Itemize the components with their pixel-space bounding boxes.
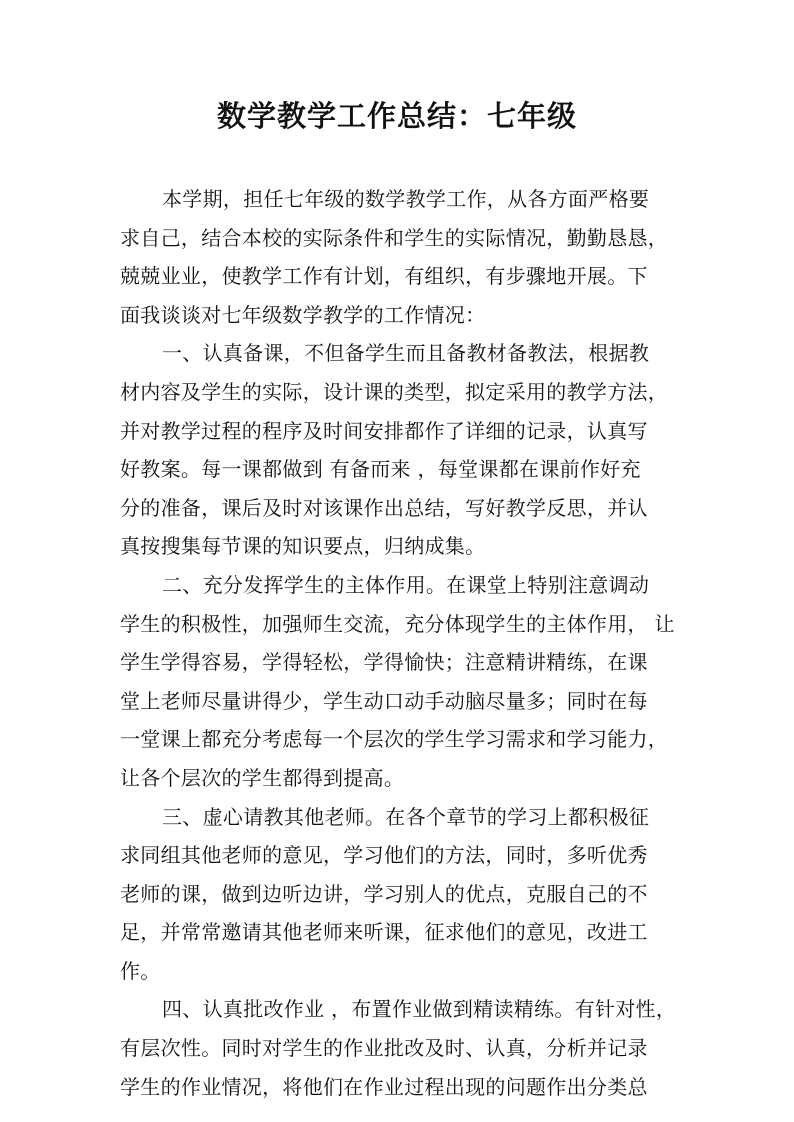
text-line: 四、认真批改作业 ，布置作业做到精读精练。有针对性， [162, 997, 677, 1022]
text-line: 学生学得容易，学得轻松，学得愉快；注意精讲精练，在课 [120, 650, 648, 675]
text-line: 好教案。每一课都做到 有备而来 ，每堂课都在课前作好充 [120, 457, 641, 482]
text-line: 三、虚心请教其他老师。在各个章节的学习上都积极征 [162, 804, 650, 829]
text-line: 求同组其他老师的意见，学习他们的方法，同时，多听优秀 [120, 843, 648, 868]
text-line: 学生的作业情况，将他们在作业过程出现的问题作出分类总 [120, 1074, 648, 1099]
text-line: 求自己，结合本校的实际条件和学生的实际情况，勤勤恳恳， [120, 225, 669, 250]
text-line: 本学期，担任七年级的数学教学工作，从各方面严格要 [162, 187, 650, 211]
document-title: 数学教学工作总结：七年级 [216, 99, 577, 133]
text-line: 一、认真备课，不但备学生而且备教材备教法，根据教 [162, 341, 650, 366]
text-line: 一堂课上都充分考虑每一个层次的学生学习需求和学习能力， [120, 727, 669, 752]
text-line: 并对教学过程的程序及时间安排都作了详细的记录，认真写 [120, 418, 648, 443]
text-line: 让各个层次的学生都得到提高。 [120, 765, 405, 790]
text-line: 老师的课，做到边听边讲，学习别人的优点，克服自己的不 [120, 881, 648, 906]
text-line: 有层次性。同时对学生的作业批改及时、认真，分析并记录 [120, 1036, 648, 1061]
text-line: 真按搜集每节课的知识要点，归纳成集。 [120, 534, 486, 559]
text-line: 面我谈谈对七年级数学教学的工作情况： [120, 302, 486, 327]
text-line: 材内容及学生的实际，设计课的类型，拟定采用的教学方法， [120, 379, 669, 404]
text-line: 兢兢业业，使教学工作有计划，有组织，有步骤地开展。下 [120, 264, 648, 289]
text-line: 学生的积极性，加强师生交流，充分体现学生的主体作用， 让 [120, 611, 675, 636]
text-line: 堂上老师尽量讲得少，学生动口动手动脑尽量多；同时在每 [120, 688, 648, 713]
text-line: 分的准备，课后及时对该课作出总结，写好教学反思，并认 [120, 495, 648, 520]
text-line: 足，并常常邀请其他老师来听课，征求他们的意见，改进工 [120, 920, 648, 945]
document-body [120, 180, 680, 1106]
text-line: 二、充分发挥学生的主体作用。在课堂上特别注意调动 [162, 572, 650, 597]
text-line: 作。 [120, 958, 161, 983]
